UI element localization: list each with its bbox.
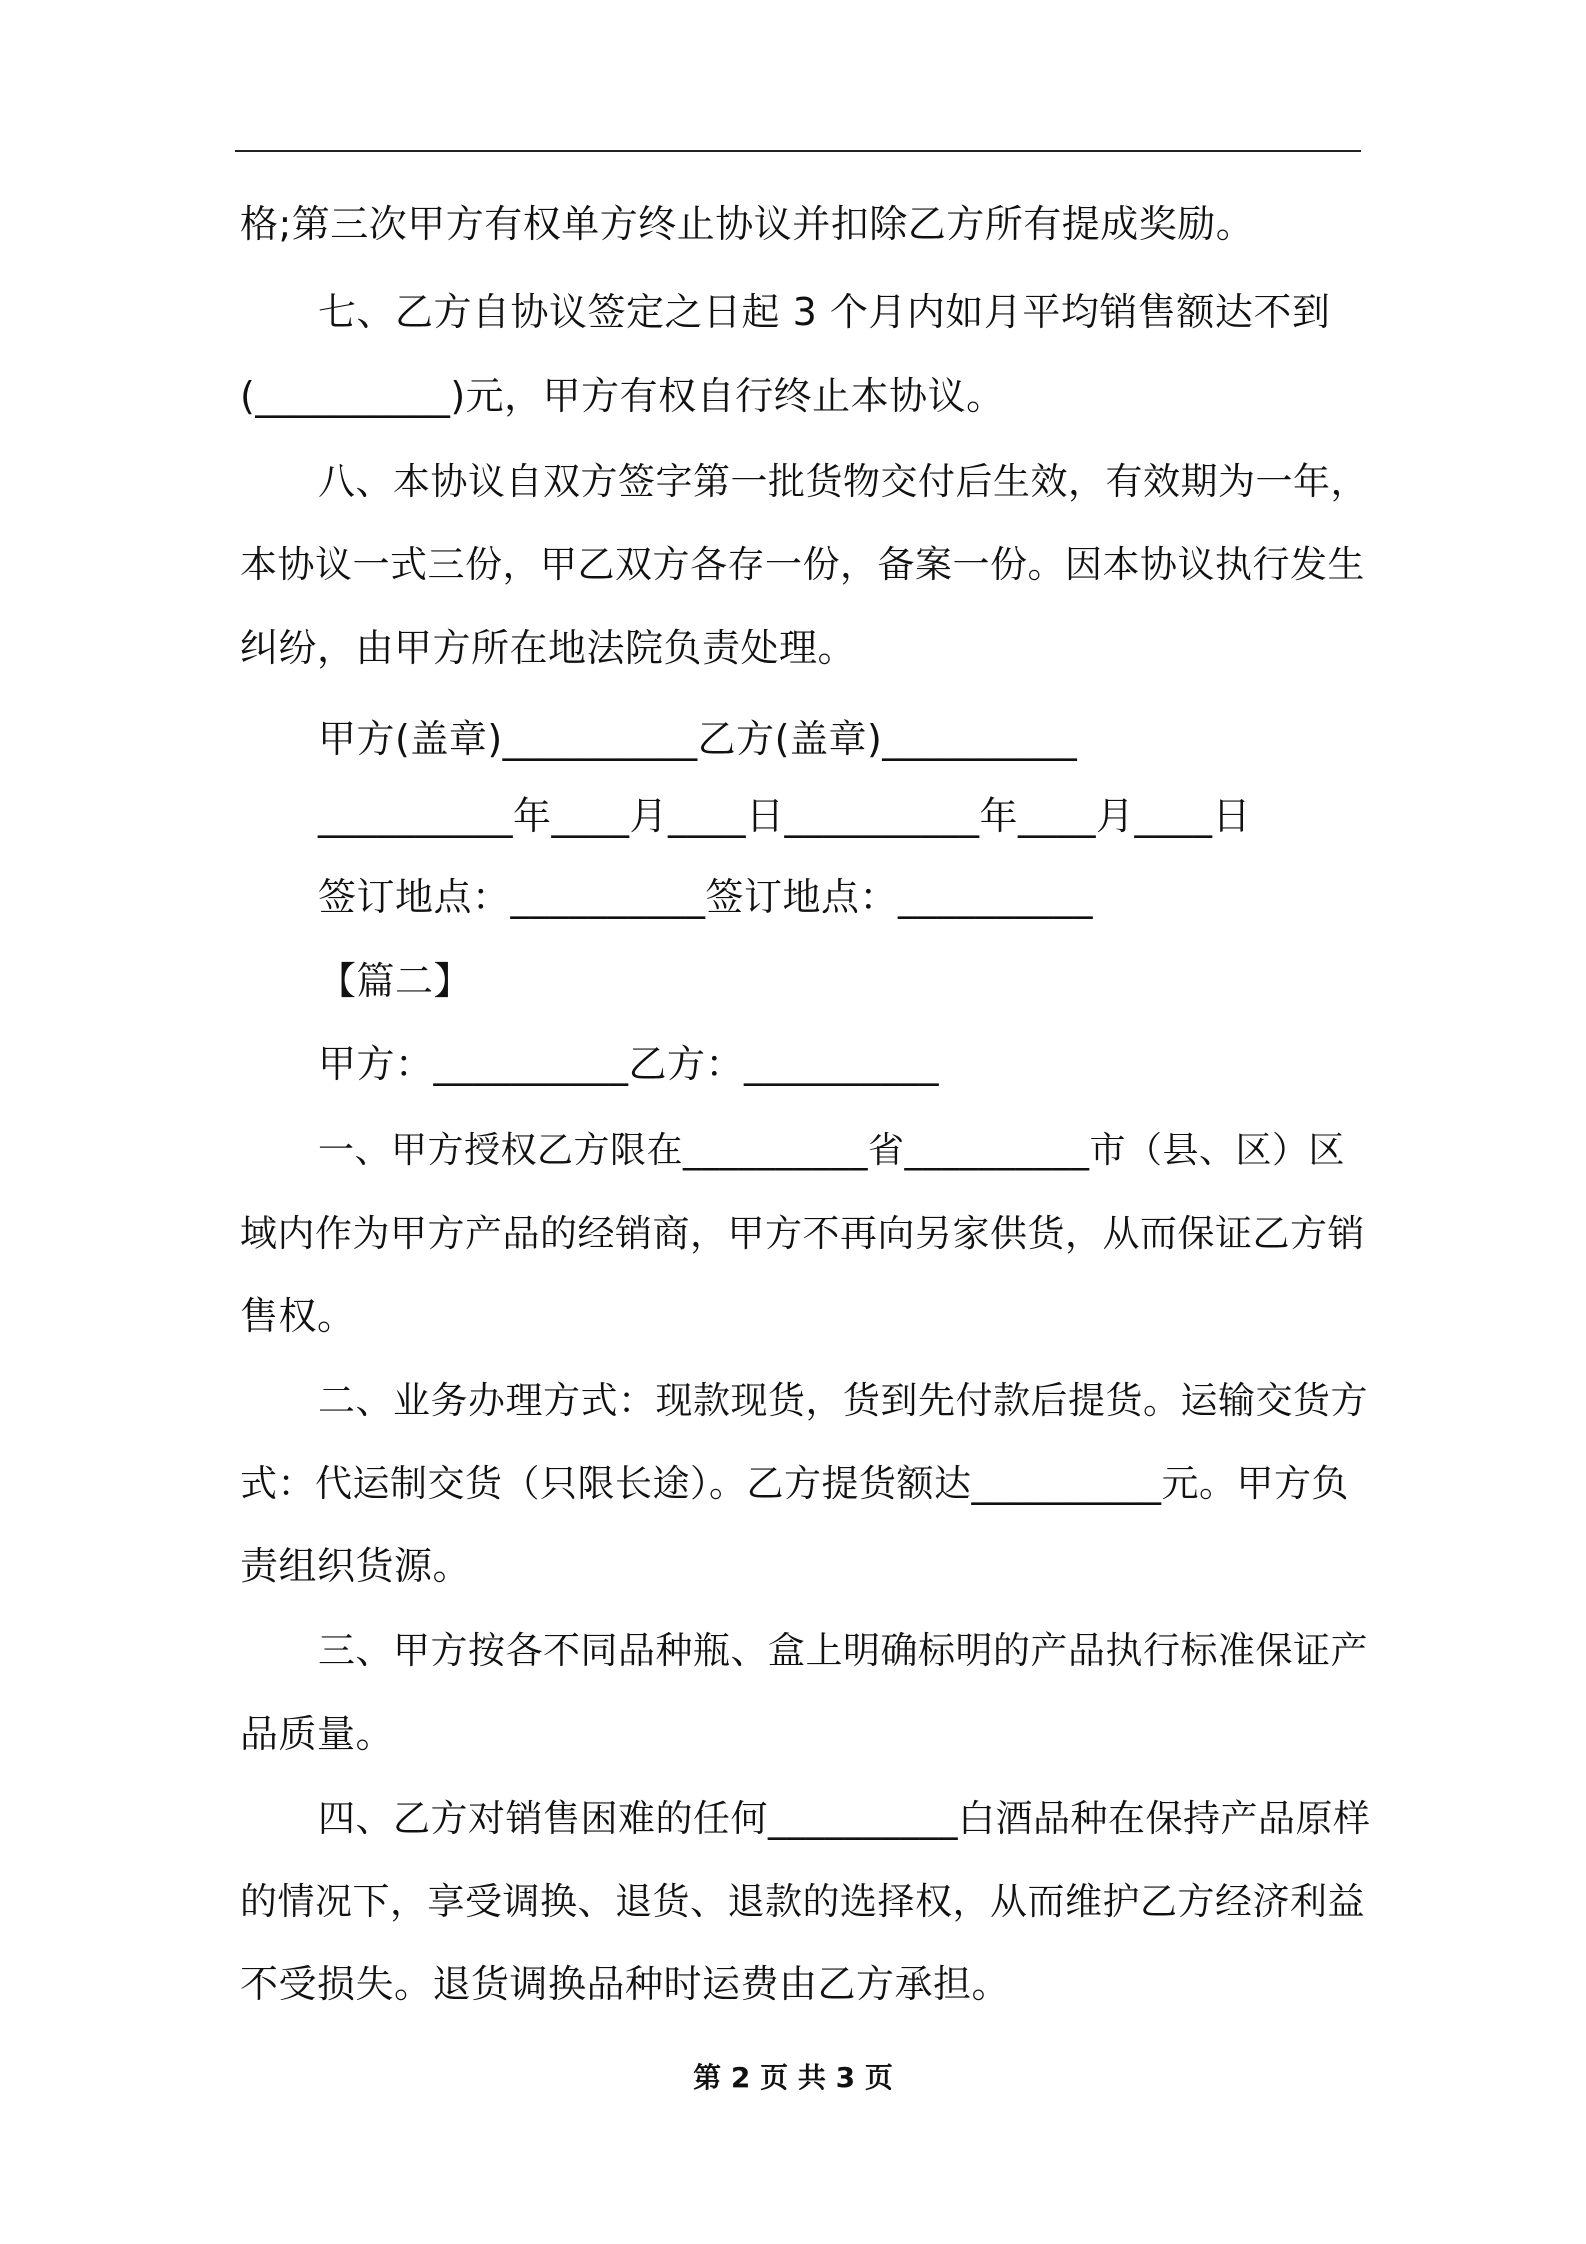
text-line: 七、乙方自协议签定之日起 3 个月内如月平均销售额达不到 — [318, 290, 1331, 334]
text-line: 域内作为甲方产品的经销商，甲方不再向另家供货，从而保证乙方销 — [240, 1212, 1365, 1255]
text-line: 格;第三次甲方有权单方终止协议并扣除乙方所有提成奖励。 — [240, 202, 1255, 246]
text-line: 的情况下，享受调换、退货、退款的选择权，从而维护乙方经济利益 — [240, 1880, 1365, 1923]
parties-line: 甲方：__________乙方：__________ — [318, 1042, 940, 1086]
text-line: 三、甲方按各不同品种瓶、盒上明确标明的产品执行标准保证产 — [318, 1629, 1368, 1672]
text-line: 本协议一式三份，甲乙双方各存一份，备案一份。因本协议执行发生 — [240, 543, 1365, 586]
date-line: __________年____月____日__________年____月____日 — [318, 794, 1252, 838]
text-line: 售权。 — [240, 1294, 356, 1338]
signature-line: 甲方(盖章)__________乙方(盖章)__________ — [318, 717, 1078, 761]
page-number: 第 2 页 共 3 页 — [693, 2061, 893, 2094]
text-line: 不受损失。退货调换品种时运费由乙方承担。 — [240, 1962, 1011, 2006]
location-line: 签订地点：__________签订地点：__________ — [318, 875, 1094, 919]
text-line: 责组织货源。 — [240, 1544, 472, 1588]
text-line: 一、甲方授权乙方限在__________省__________市（县、区）区 — [318, 1130, 1346, 1171]
text-line: 八、本协议自双方签字第一批货物交付后生效，有效期为一年， — [318, 460, 1368, 503]
text-line: (__________)元，甲方有权自行终止本协议。 — [240, 374, 1005, 418]
header-rule — [235, 150, 1361, 152]
text-line: 纠纷，由甲方所在地法院负责处理。 — [240, 626, 857, 670]
text-line: 四、乙方对销售困难的任何__________白酒品种在保持产品原样 — [318, 1797, 1371, 1840]
text-line: 品质量。 — [240, 1712, 395, 1756]
text-line: 二、业务办理方式：现款现货，货到先付款后提货。运输交货方 — [318, 1379, 1368, 1422]
section-title: 【篇二】 — [318, 959, 473, 1003]
text-line: 式：代运制交货（只限长途）。乙方提货额达__________元。甲方负 — [240, 1462, 1349, 1505]
